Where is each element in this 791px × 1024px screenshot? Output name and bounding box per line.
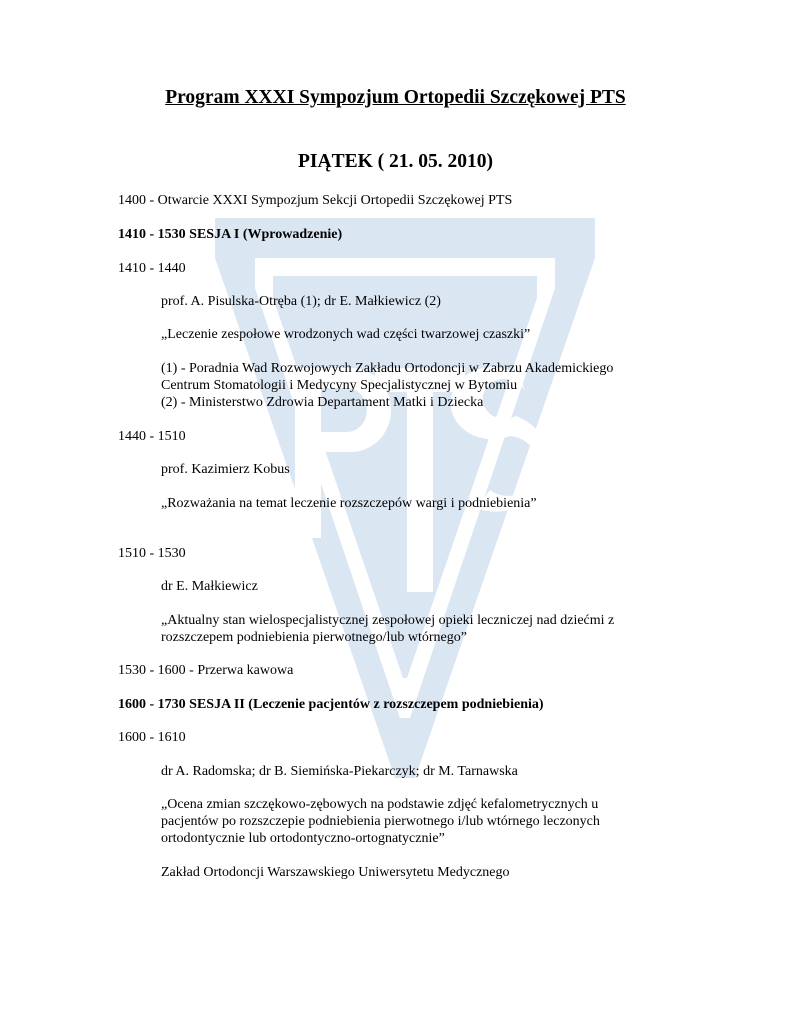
talk-4-title-line-1: „Ocena zmian szczękowo-zębowych na podstawie zdjęć kefalometrycznych u [161,797,599,812]
talk-2-title: „Rozważania na temat leczenie rozszczepów wargi i podniebienia” [161,496,537,511]
talk-2-authors: prof. Kazimierz Kobus [161,462,290,477]
day-heading: PIĄTEK ( 21. 05. 2010) [298,151,493,172]
talk-3-time: 1510 - 1530 [118,546,186,561]
talk-4-title-line-3: ortodontycznie lub ortodontyczno-ortognatycznie” [161,831,445,846]
talk-1-title: „Leczenie zespołowe wrodzonych wad części twarzowej czaszki” [161,327,531,342]
talk-3-title-line-1: „Aktualny stan wielospecjalistycznej zespołowej opieki leczniczej nad dziećmi z [161,613,615,628]
talk-4-affiliation: Zakład Ortodoncji Warszawskiego Uniwersytetu Medycznego [161,865,510,880]
talk-4-time: 1600 - 1610 [118,730,186,745]
talk-1-affiliation-1-line-2: Centrum Stomatologii i Medycyny Specjalistycznej w Bytomiu [161,378,518,393]
talk-1-affiliation-1-line-1: (1) - Poradnia Wad Rozwojowych Zakładu Ortodoncji w Zabrzu Akademickiego [161,361,614,376]
opening-item: 1400 - Otwarcie XXXI Sympozjum Sekcji Ortopedii Szczękowej PTS [118,193,513,208]
session-2-heading: 1600 - 1730 SESJA II (Leczenie pacjentów z rozszczepem podniebienia) [118,697,544,712]
talk-3-title-line-2: rozszczepem podniebienia pierwotnego/lub wtórnego” [161,630,467,645]
coffee-break: 1530 - 1600 - Przerwa kawowa [118,663,294,678]
talk-2-time: 1440 - 1510 [118,429,186,444]
talk-3-authors: dr E. Małkiewicz [161,579,258,594]
session-1-heading: 1410 - 1530 SESJA I (Wprowadzenie) [118,227,343,242]
document-title: Program XXXI Sympozjum Ortopedii Szczękowej PTS [165,87,626,108]
talk-1-affiliation-2: (2) - Ministerstwo Zdrowia Departament Matki i Dziecka [161,395,484,410]
talk-1-authors: prof. A. Pisulska-Otręba (1); dr E. Małkiewicz (2) [161,294,441,309]
talk-4-authors: dr A. Radomska; dr B. Siemińska-Piekarczyk; dr M. Tarnawska [161,764,518,779]
talk-4-title-line-2: pacjentów po rozszczepie podniebienia pierwotnego i/lub wtórnego leczonych [161,814,600,829]
talk-1-time: 1410 - 1440 [118,261,186,276]
